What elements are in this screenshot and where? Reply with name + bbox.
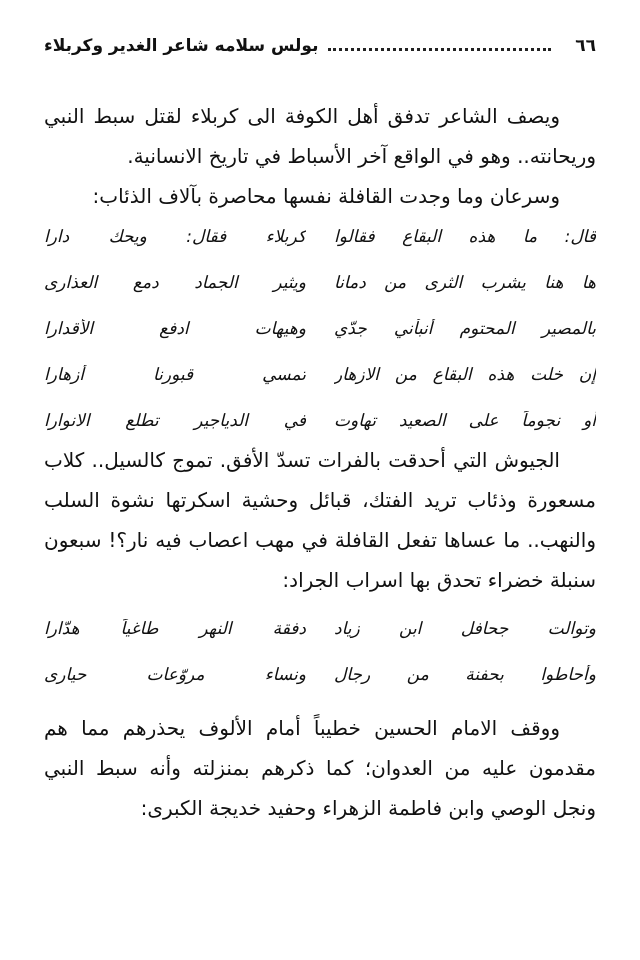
page-header	[44, 28, 596, 64]
running-title: بولس سلامه شاعر الغدير وكربلاء	[44, 36, 319, 56]
verse-hemistich-left: تمسي قبورنا أزهارا	[44, 365, 306, 385]
verse-hemistich-right: ها هنا يشرب الثرى من دمانا	[334, 273, 596, 293]
verse-block-2	[44, 606, 596, 698]
verse-line	[44, 606, 596, 652]
verse-hemistich-right: أو نجوماً على الصعيد تهاوت	[334, 411, 596, 431]
verse-line	[44, 652, 596, 698]
paragraph-3: الجيوش التي أحدقت بالفرات تسدّ الأفق. تموج كالسيل.. كلاب مسعورة وذئاب تريد الفتك، قبائل وحشية اسكرتها نشوة السلب والنهب.. ما عساها تفعل القافلة في مهب اعصاب فيه نار؟! سبعون سنبلة خضراء تحدق بها اسراب الجراد:	[44, 448, 596, 592]
verse-line	[44, 214, 596, 260]
paragraph-2: وسرعان وما وجدت القافلة نفسها محاصرة بآلاف الذئاب:	[92, 184, 560, 208]
page-number: ٦٦	[575, 36, 596, 56]
verse-line	[44, 306, 596, 352]
verse-hemistich-left: ويثير الجماد دمع العذارى	[44, 273, 306, 293]
verse-block-1	[44, 214, 596, 444]
verse-hemistich-left: وهيهات ادفع الأقدارا	[44, 319, 306, 339]
verse-hemistich-left: دفقة النهر طاغياً هدّارا	[44, 619, 306, 639]
verse-line	[44, 352, 596, 398]
paragraph-4: ووقف الامام الحسين خطيباً أمام الألوف يحذرهم مما هم مقدمون عليه من العدوان؛ كما ذكرهم بمنزلته وأنه سبط النبي ونجل الوصي وابن فاطمة الزهراء وحفيد خديجة الكبرى:	[44, 716, 596, 820]
verse-hemistich-left: ونساء مروّعات حيارى	[44, 665, 306, 685]
verse-hemistich-right: بالمصير المحتوم أنبأني جدّي	[334, 319, 596, 339]
verse-hemistich-right: إن خلت هذه البقاع من الازهار	[334, 365, 596, 385]
verse-hemistich-left: في الدياجير تطلع الانوارا	[44, 411, 306, 431]
paragraph-1: ويصف الشاعر تدفق أهل الكوفة الى كربلاء لقتل سبط النبي وريحانته.. وهو في الواقع آخر الأسباط في تاريخ الانسانية.	[44, 104, 596, 168]
verse-hemistich-right: وأحاطوا بحفنة من رجال	[334, 665, 596, 685]
verse-hemistich-right: قال: ما هذه البقاع فقالوا	[334, 227, 596, 247]
verse-hemistich-left: كربلاء فقال: ويحك دارا	[44, 227, 306, 247]
verse-hemistich-right: وتوالت جحافل ابن زياد	[334, 619, 596, 639]
verse-line	[44, 398, 596, 444]
header-dotted-leader	[328, 48, 551, 51]
verse-line	[44, 260, 596, 306]
